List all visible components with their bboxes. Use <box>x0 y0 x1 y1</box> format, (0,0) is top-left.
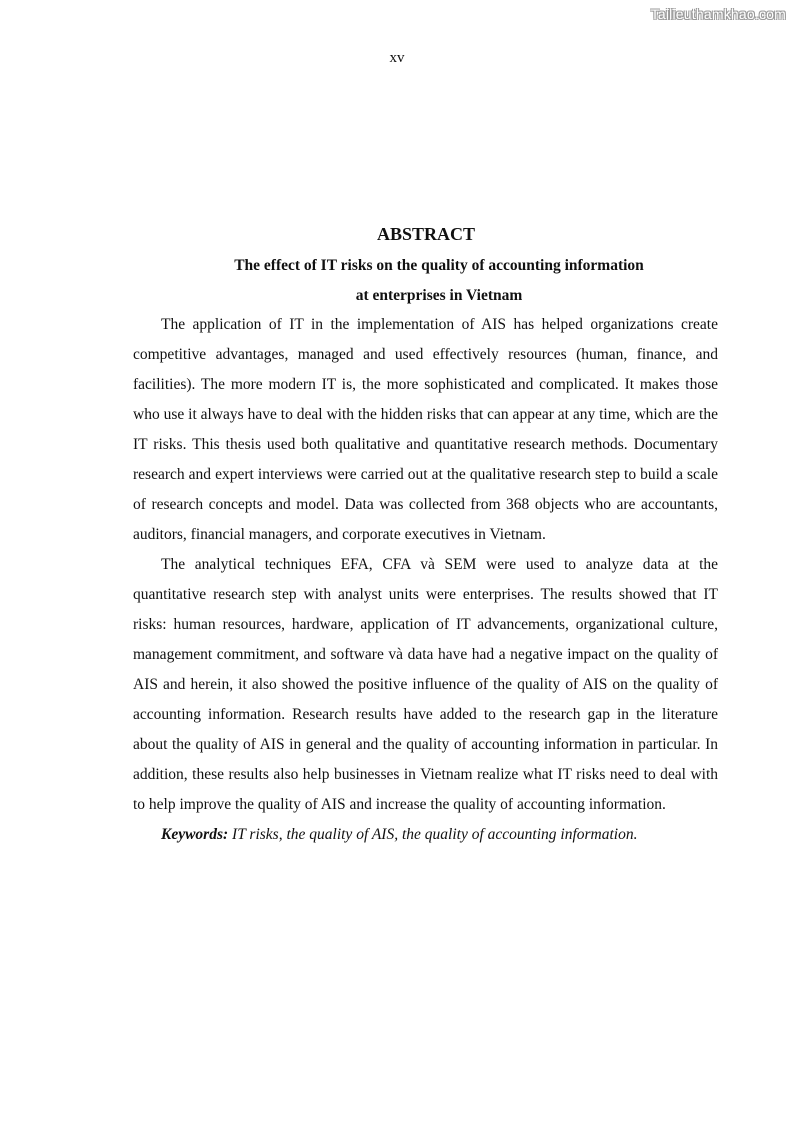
abstract-title: ABSTRACT <box>376 224 476 244</box>
thesis-title-line-1: The effect of IT risks on the quality of accounting information <box>234 257 644 274</box>
thesis-title-line-2: at enterprises in Vietnam <box>355 287 523 304</box>
abstract-paragraph-1: The application of IT in the implementation of AIS has helped organizations create competitive advantages, managed and used effectively resources (human, finance, and facilities). The more modern IT is, the more sophisticated and complicated. It makes those who use it always have to deal with the hidden risks that can appear at any time, which are the IT risks. This thesis used both qualitative and quantitative research methods. Documentary research and expert interviews were carried out at the qualitative research step to build a scale of research concepts and model. Data was collected from 368 objects who are accountants, auditors, financial managers, and corporate executives in Vietnam. <box>133 316 718 543</box>
keywords-line <box>133 820 718 850</box>
abstract-body <box>133 310 718 850</box>
watermark: Tailieuthamkhao.com <box>650 6 786 22</box>
abstract-paragraph-2: The analytical techniques EFA, CFA và SEM were used to analyze data at the quantitative research step with analyst units were enterprises. The results showed that IT risks: human resources, hardware, application of IT advancements, organizational culture, management commitment, and software và data have had a negative impact on the quality of AIS and herein, it also showed the positive influence of the quality of AIS on the quality of accounting information. Research results have added to the research gap in the literature about the quality of AIS in general and the quality of accounting information in particular. In addition, these results also help businesses in Vietnam realize what IT risks need to deal with to help improve the quality of AIS and increase the quality of accounting information. <box>133 556 718 813</box>
keywords-text: IT risks, the quality of AIS, the quality of accounting information. <box>228 826 638 843</box>
keywords-label: Keywords: <box>161 826 229 843</box>
page-number: xv <box>389 50 405 66</box>
